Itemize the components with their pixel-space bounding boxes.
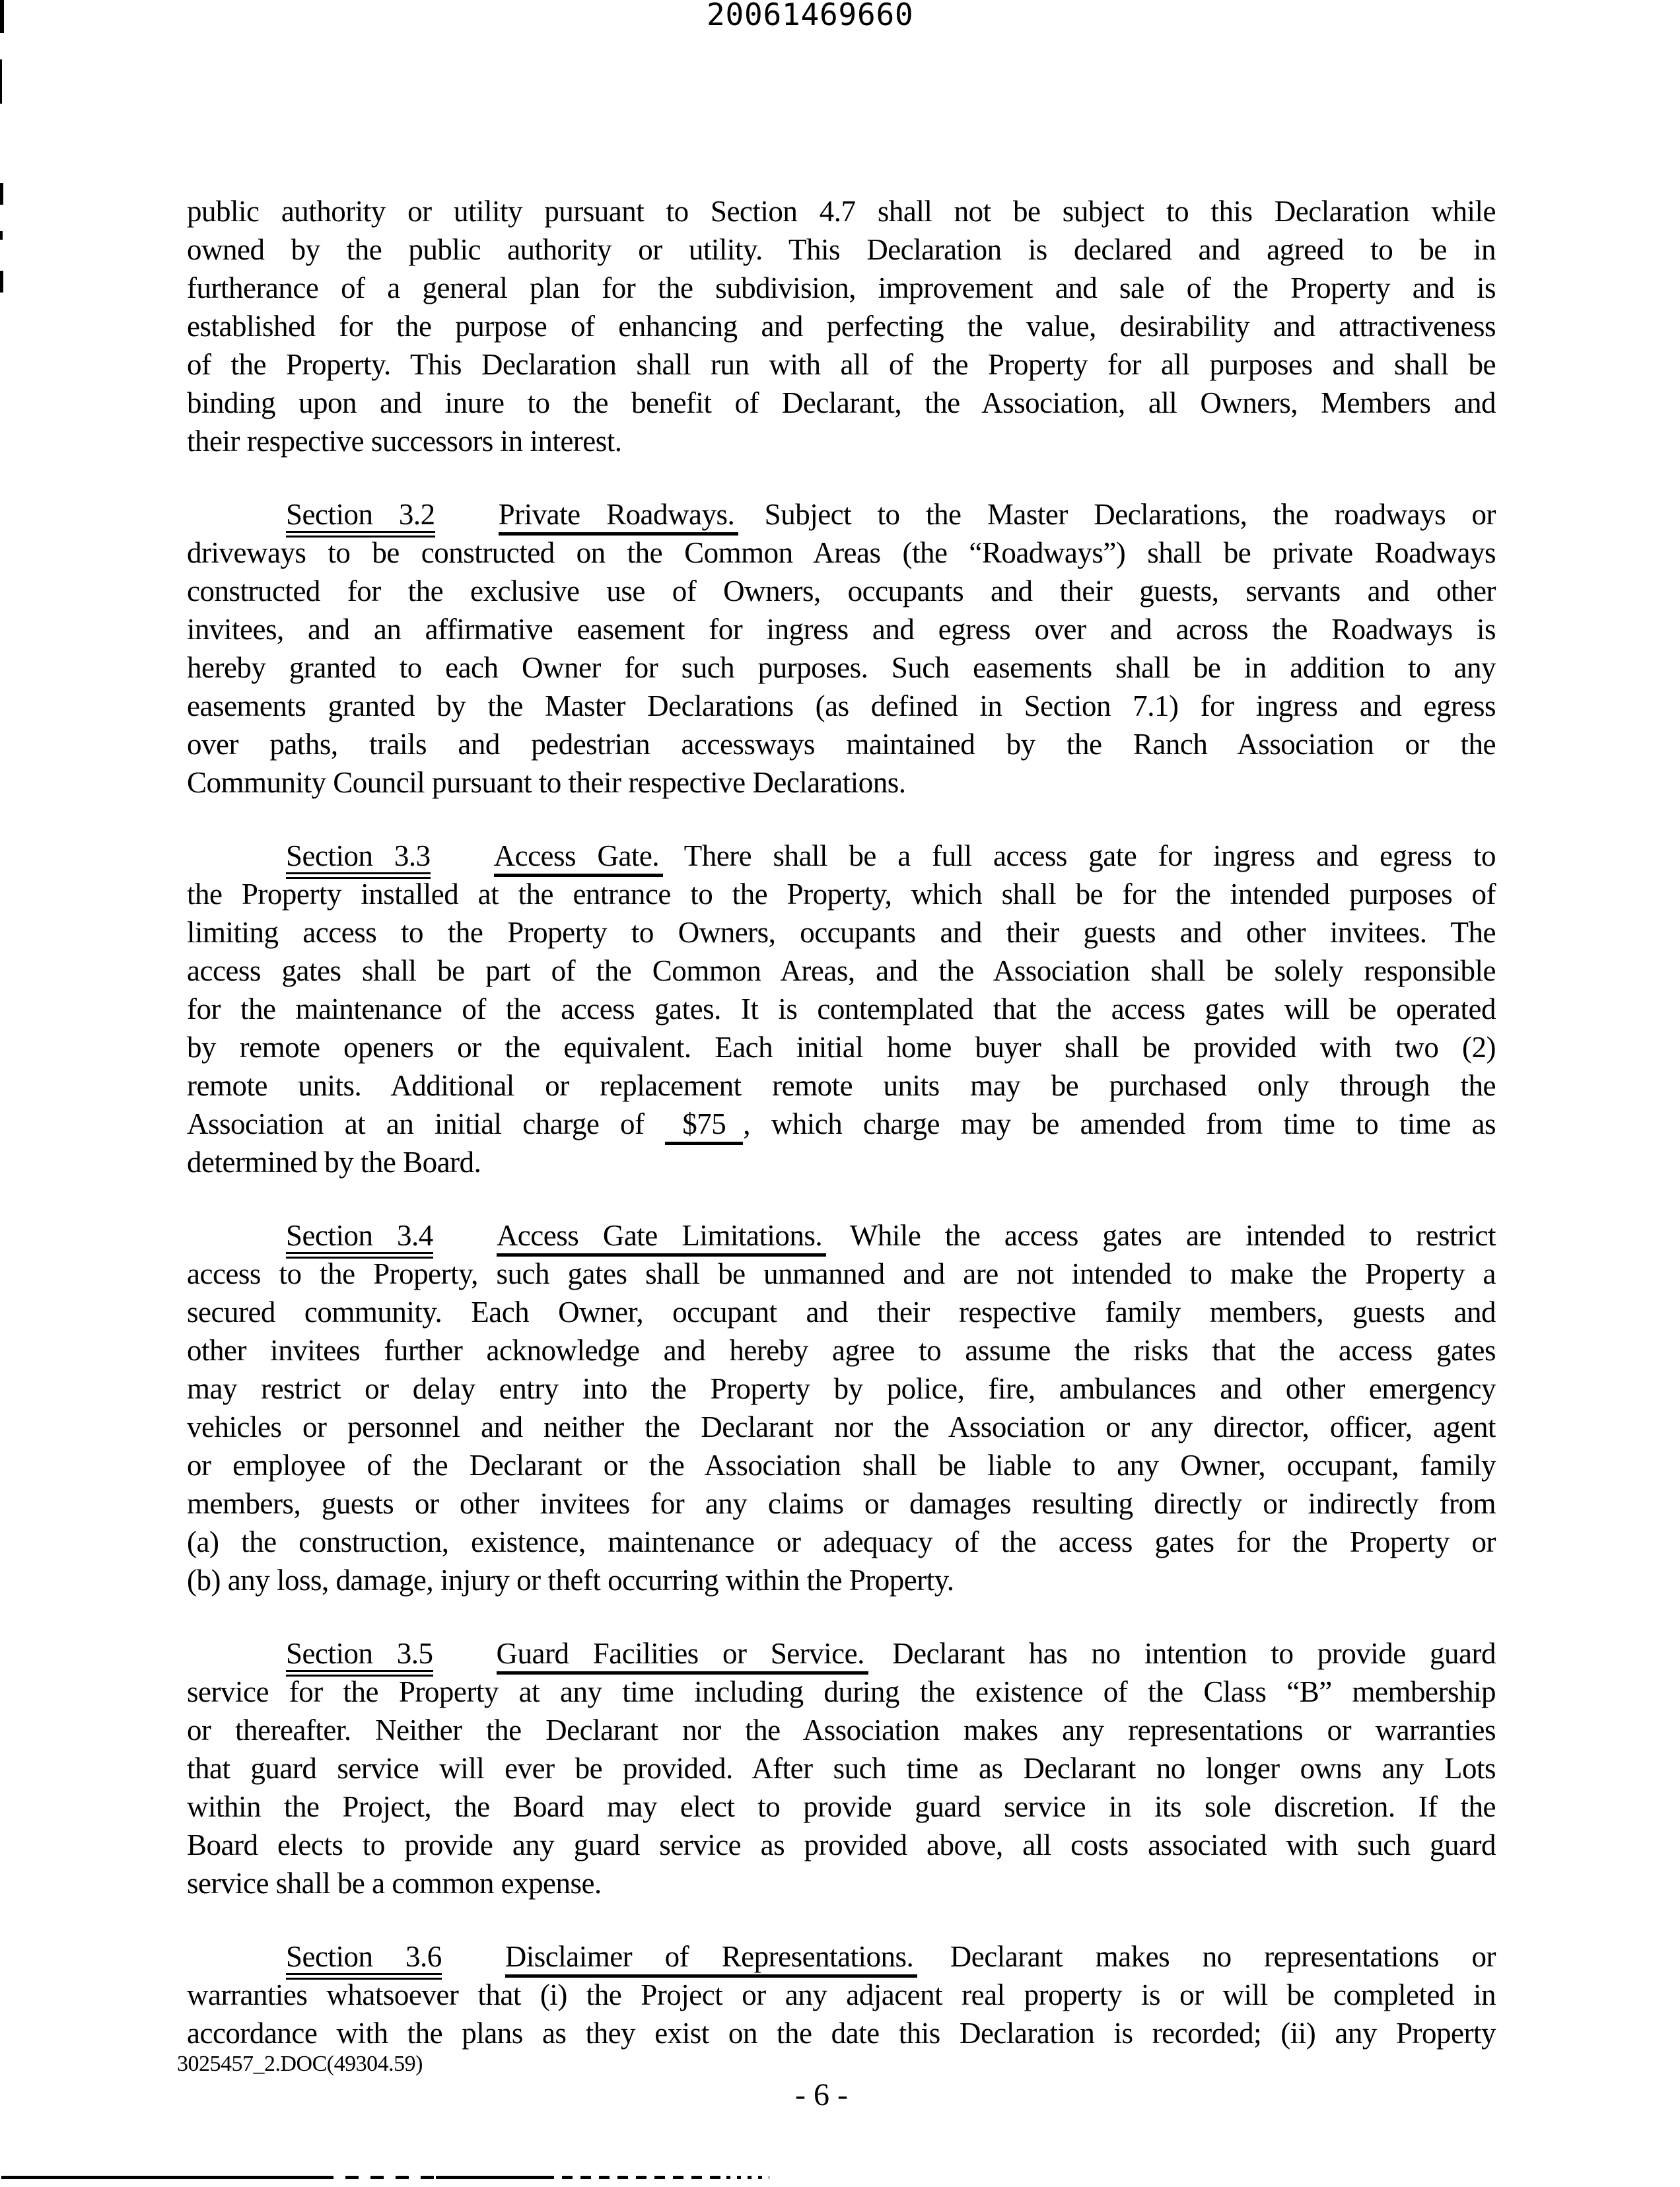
body-line: their respective successors in interest.	[187, 425, 622, 458]
body-line: constructed for the exclusive use of Owners, occupants and their guests, servants and other	[187, 574, 1496, 608]
body-line: binding upon and inure to the benefit of Declarant, the Association, all Owners, Members and	[187, 386, 1496, 419]
section-heading	[187, 1216, 1496, 1255]
page-number: - 6 -	[795, 2077, 848, 2112]
bottom-scan-line	[436, 2176, 543, 2179]
heading-rest: Declarant has no intention to provide guard	[868, 1637, 1496, 1670]
body-line: accordance with the plans as they exist on the date this Declaration is recorded; (ii) any Property	[187, 2017, 1496, 2050]
heading-rest: Declarant makes no representations or	[917, 1940, 1496, 1973]
body-line: service shall be a common expense.	[187, 1867, 602, 1900]
body-line: furtherance of a general plan for the subdivision, improvement and sale of the Property and is	[187, 271, 1496, 304]
section-3-6	[187, 1937, 1496, 2052]
body-line: over paths, trails and pedestrian accessways maintained by the Ranch Association or the	[187, 728, 1496, 761]
section-3-3	[187, 837, 1496, 1181]
body-line: easements granted by the Master Declarations (as defined in Section 7.1) for ingress and egress	[187, 689, 1496, 722]
heading-rest: While the access gates are intended to restrict	[826, 1219, 1496, 1252]
body-line: access gates shall be part of the Common Areas, and the Association shall be solely responsible	[187, 954, 1496, 987]
heading-rest: There shall be a full access gate for ingress and egress to	[663, 839, 1496, 872]
section-heading	[187, 495, 1496, 534]
body-line: Board elects to provide any guard service as provided above, all costs associated with such guard	[187, 1828, 1496, 1861]
body-line: for the maintenance of the access gates. It is contemplated that the access gates will be operated	[187, 992, 1496, 1025]
body-line: or employee of the Declarant or the Association shall be liable to any Owner, occupant, family	[187, 1449, 1496, 1482]
scan-artifact	[0, 0, 4, 33]
section-3-2	[187, 495, 1496, 802]
section-number: Section 3.4	[286, 1219, 433, 1259]
heading-rest: Subject to the Master Declarations, the roadways or	[738, 498, 1496, 531]
section-heading	[187, 837, 1496, 875]
bottom-scan-line	[320, 2176, 436, 2179]
section-title: Access Gate.	[494, 839, 664, 877]
body-line: (a) the construction, existence, maintenance or adequacy of the access gates for the Property or	[187, 1525, 1496, 1558]
body-line: of the Property. This Declaration shall run with all of the Property for all purposes and shall be	[187, 348, 1496, 381]
body-line: limiting access to the Property to Owners, occupants and their guests and other invitees. The	[187, 916, 1496, 949]
section-3-5	[187, 1634, 1496, 1902]
body-line: secured community. Each Owner, occupant and their respective family members, guests and	[187, 1296, 1496, 1329]
section-heading	[187, 1937, 1496, 1976]
bottom-scan-line	[726, 2176, 769, 2179]
scan-artifact	[0, 59, 2, 104]
charge-amount-blank: $75	[665, 1107, 743, 1145]
section-title: Guard Facilities or Service.	[497, 1637, 868, 1675]
body-line: that guard service will ever be provided. After such time as Declarant no longer owns any Lots	[187, 1752, 1496, 1785]
section-3-4	[187, 1216, 1496, 1599]
section-number: Section 3.5	[286, 1637, 433, 1677]
body-line: may restrict or delay entry into the Property by police, fire, ambulances and other emergency	[187, 1372, 1496, 1405]
charge-line	[187, 1105, 1496, 1143]
body-line: access to the Property, such gates shall be unmanned and are not intended to make the Property a	[187, 1257, 1496, 1290]
body-line: or thereafter. Neither the Declarant nor the Association makes any representations or warranties	[187, 1714, 1496, 1747]
section-title: Private Roadways.	[499, 498, 739, 536]
body-line: remote units. Additional or replacement remote units may be purchased only through the	[187, 1069, 1496, 1102]
body-line: members, guests or other invitees for any claims or damages resulting directly or indirectly from	[187, 1487, 1496, 1520]
body-line: vehicles or personnel and neither the Declarant nor the Association or any director, officer, agent	[187, 1410, 1496, 1443]
text-block	[187, 192, 1496, 2052]
bottom-scan-line	[1, 2176, 320, 2179]
body-line: established for the purpose of enhancing and perfecting the value, desirability and attractiveness	[187, 310, 1496, 343]
body-line: determined by the Board.	[187, 1146, 481, 1179]
body-line: owned by the public authority or utility. This Declaration is declared and agreed to be in	[187, 233, 1496, 266]
document-file-reference: 3025457_2.DOC(49304.59)	[177, 2052, 423, 2076]
body-line: within the Project, the Board may elect to provide guard service in its sole discretion. If the	[187, 1790, 1496, 1823]
charge-line-pre: Association at an initial charge of	[187, 1107, 666, 1140]
section-title: Access Gate Limitations.	[497, 1219, 826, 1257]
body-line: public authority or utility pursuant to Section 4.7 shall not be subject to this Declaration while	[187, 195, 1496, 228]
section-number: Section 3.6	[286, 1940, 442, 1980]
body-line: warranties whatsoever that (i) the Project or any adjacent real property is or will be completed in	[187, 1978, 1496, 2011]
body-line: other invitees further acknowledge and hereby agree to assume the risks that the access gates	[187, 1334, 1496, 1367]
charge-line-post: , which charge may be amended from time to time as	[743, 1107, 1496, 1140]
section-number: Section 3.3	[286, 839, 431, 879]
scan-artifact	[0, 183, 3, 205]
scan-artifact	[0, 231, 3, 240]
body-line: service for the Property at any time including during the existence of the Class “B” membership	[187, 1675, 1496, 1708]
section-title: Disclaimer of Representations.	[505, 1940, 918, 1978]
body-line: the Property installed at the entrance to the Property, which shall be for the intended purposes of	[187, 878, 1496, 911]
body-line: (b) any loss, damage, injury or theft occurring within the Property.	[187, 1564, 954, 1597]
section-number: Section 3.2	[286, 498, 435, 538]
bottom-scan-line	[543, 2176, 726, 2179]
body-line: invitees, and an affirmative easement for ingress and egress over and across the Roadways is	[187, 613, 1496, 646]
intro-paragraph	[187, 192, 1496, 460]
recording-number: 20061469660	[707, 0, 914, 32]
body-line: driveways to be constructed on the Common Areas (the “Roadways”) shall be private Roadways	[187, 536, 1496, 569]
body-line: hereby granted to each Owner for such purposes. Such easements shall be in addition to any	[187, 651, 1496, 684]
body-line: Community Council pursuant to their respective Declarations.	[187, 766, 906, 799]
scan-artifact	[0, 271, 3, 293]
section-heading	[187, 1634, 1496, 1673]
body-line: by remote openers or the equivalent. Each initial home buyer shall be provided with two (2)	[187, 1031, 1496, 1064]
